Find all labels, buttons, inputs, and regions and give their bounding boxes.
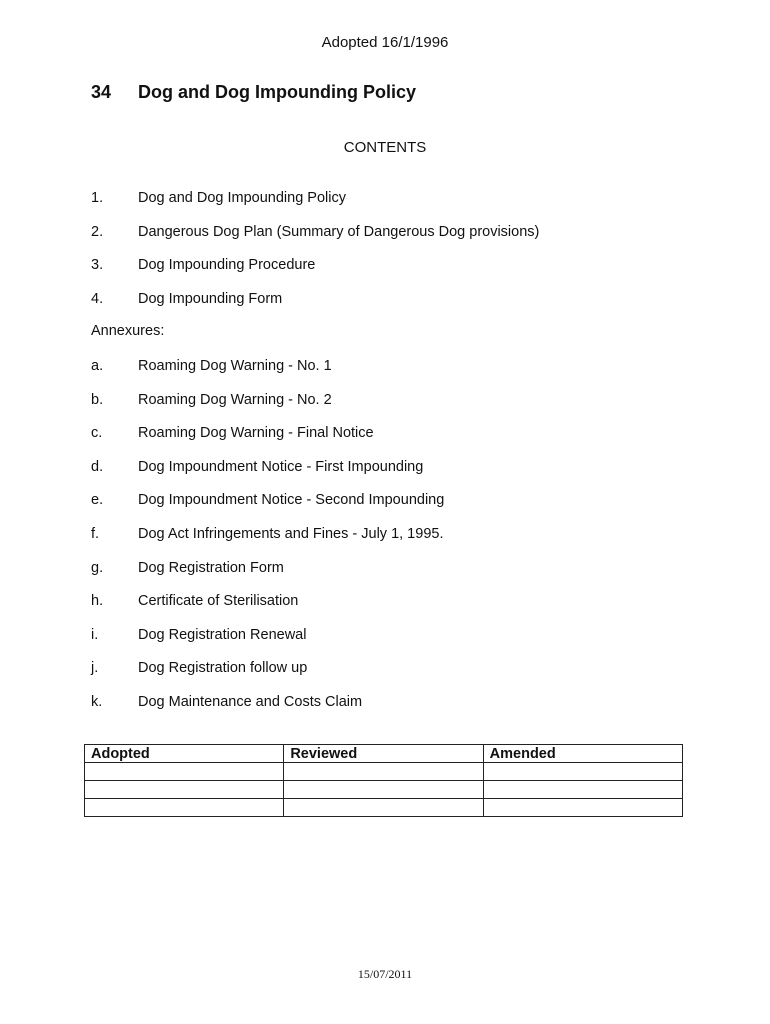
column-header-adopted: Adopted [85,745,284,763]
annexure-item-label: Certificate of Sterilisation [138,593,299,609]
annexure-item-label: Roaming Dog Warning - Final Notice [138,425,374,441]
annexure-item-label: Roaming Dog Warning - No. 1 [138,358,332,374]
table-cell [85,799,284,817]
annexure-item-label: Dog Impoundment Notice - Second Impounding [138,492,445,508]
annexure-item-label: Roaming Dog Warning - No. 2 [138,392,332,408]
annexure-item-label: Dog Impoundment Notice - First Impounding [138,459,424,475]
footer-date: 15/07/2011 [357,967,413,981]
contents-heading: CONTENTS [343,139,427,156]
table-header-row [85,745,683,763]
contents-item-number: 2. [91,224,104,240]
contents-item-number: 4. [91,291,104,307]
annexure-item-letter: f. [91,526,100,542]
annexure-item-label: Dog Registration Renewal [138,627,307,643]
table-row [85,763,683,781]
annexure-item-letter: d. [91,459,104,475]
table-cell [483,763,682,781]
contents-item-label: Dog Impounding Procedure [138,257,316,273]
annexure-item-letter: c. [91,425,103,441]
annexure-item-label: Dog Maintenance and Costs Claim [138,694,363,710]
contents-item-number: 1. [91,190,104,206]
review-record-table [84,744,683,817]
annexures-heading: Annexures: [91,323,165,339]
annexure-item-label: Dog Act Infringements and Fines - July 1, 1995. [138,526,444,542]
table-row [85,799,683,817]
annexure-item-letter: i. [91,627,99,643]
annexure-item-letter: g. [91,560,104,576]
annexure-item-label: Dog Registration Form [138,560,284,576]
annexure-item-label: Dog Registration follow up [138,660,308,676]
annexure-item-letter: b. [91,392,104,408]
annexure-item-letter: h. [91,593,104,609]
table-cell [284,781,483,799]
contents-item-label: Dog and Dog Impounding Policy [138,190,346,206]
annexure-item-letter: k. [91,694,103,710]
annexure-item-letter: e. [91,492,104,508]
policy-number: 34 [91,82,112,102]
header-date: Adopted 16/1/1996 [321,34,449,51]
contents-item-label: Dangerous Dog Plan (Summary of Dangerous Dog provisions) [138,224,540,240]
table-cell [483,781,682,799]
table-cell [85,763,284,781]
contents-item-number: 3. [91,257,104,273]
table-cell [85,781,284,799]
column-header-reviewed: Reviewed [284,745,483,763]
contents-item-label: Dog Impounding Form [138,291,283,307]
table-cell [483,799,682,817]
table-row [85,781,683,799]
annexure-item-letter: j. [91,660,99,676]
policy-title: Dog and Dog Impounding Policy [138,82,416,102]
column-header-amended: Amended [483,745,682,763]
annexure-item-letter: a. [91,358,104,374]
table-cell [284,763,483,781]
table-cell [284,799,483,817]
